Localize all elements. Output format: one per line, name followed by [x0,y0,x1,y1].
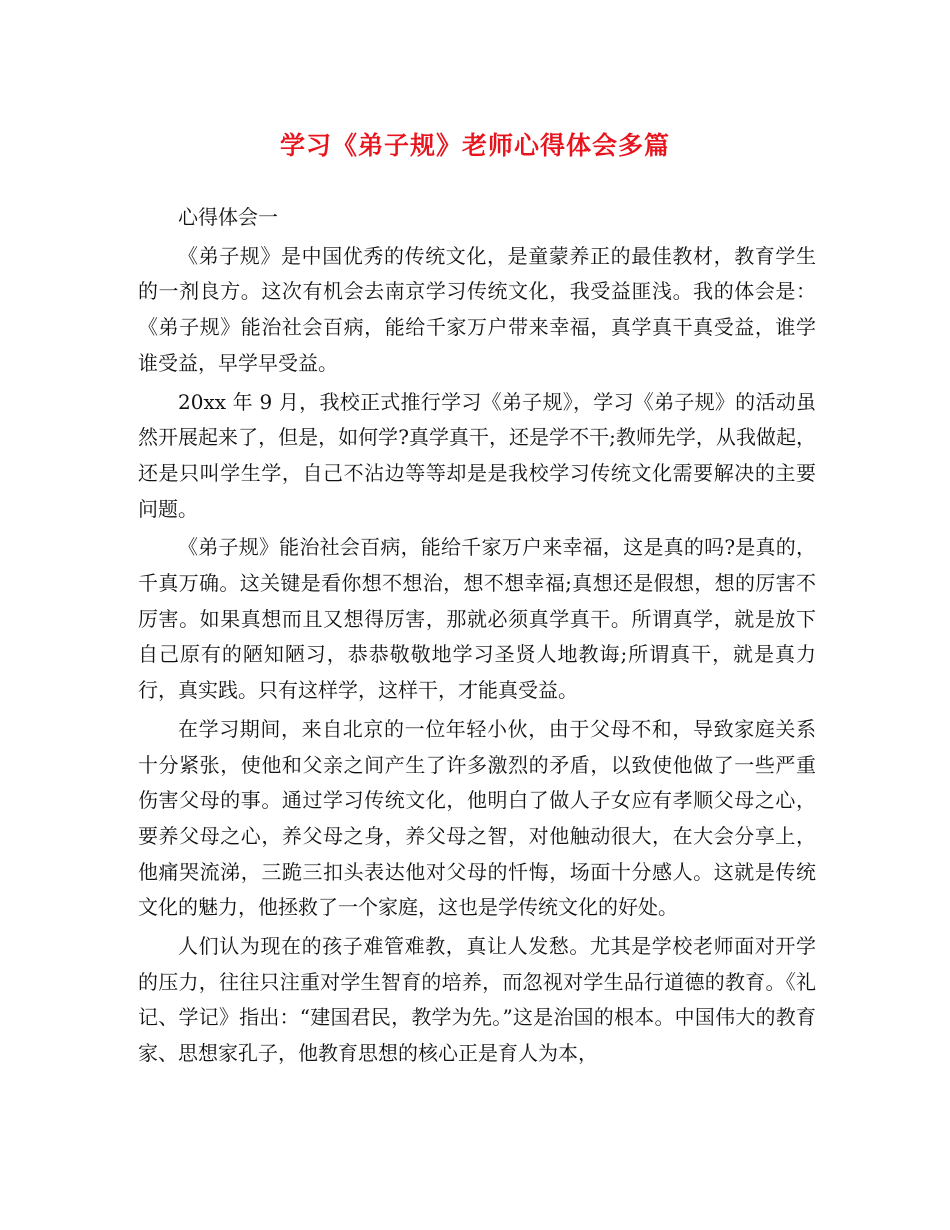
paragraph: 《弟子规》是中国优秀的传统文化，是童蒙养正的最佳教材，教育学生的一剂良方。这次有机会去南京学习传统文化，我受益匪浅。我的体会是：《弟子规》能治社会百病，能给千家万户带来幸福，真学真干真受益，谁学谁受益，早学早受益。 [138,243,816,375]
section-heading: 心得体会一 [178,205,278,229]
paragraph: 在学习期间，来自北京的一位年轻小伙，由于父母不和，导致家庭关系十分紧张，使他和父亲之间产生了许多激烈的矛盾，以致使他做了一些严重伤害父母的事。通过学习传统文化，他明白了做人子女应有孝顺父母之心，要养父母之心，养父母之身，养父母之智，对他触动很大，在大会分享上，他痛哭流涕，三跪三扣头表达他对父母的忏悔，场面十分感人。这就是传统文化的魅力，他拯救了一个家庭，这也是学传统文化的好处。 [138,716,816,920]
paragraph: 《弟子规》能治社会百病，能给千家万户来幸福，这是真的吗?是真的，千真万确。这关键是看你想不想治，想不想幸福;真想还是假想，想的厉害不厉害。如果真想而且又想得厉害，那就必须真学真干。所谓真学，就是放下自己原有的陋知陋习，恭恭敬敬地学习圣贤人地教诲;所谓真干，就是真力行，真实践。只有这样学，这样干，才能真受益。 [138,535,816,703]
document-title: 学习《弟子规》老师心得体会多篇 [279,131,670,160]
paragraph: 20xx 年 9 月，我校正式推行学习《弟子规》，学习《弟子规》的活动虽然开展起来了，但是，如何学?真学真干，还是学不干;教师先学，从我做起，还是只叫学生学，自己不沾边等等却是是我校学习传统文化需要解决的主要问题。 [138,389,816,521]
paragraph: 人们认为现在的孩子难管难教，真让人发愁。尤其是学校老师面对开学的压力，往往只注重对学生智育的培养，而忽视对学生品行道德的教育。《礼记、学记》指出：“建国君民，教学为先。”这是治国的根本。中国伟大的教育家、思想家孔子，他教育思想的核心正是育人为本， [138,934,816,1066]
document-body [138,200,816,1075]
